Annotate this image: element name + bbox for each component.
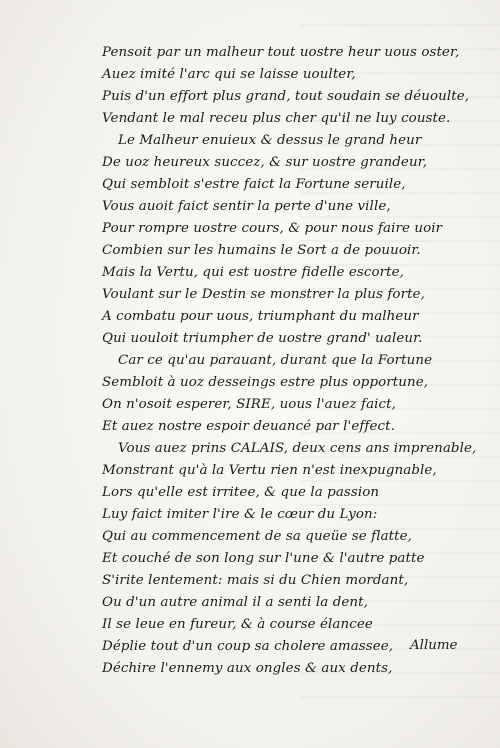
verse-line: Et couché de son long sur l'une & l'autre patte	[102, 551, 425, 566]
verse-line: Vous auez prins CALAIS, deux cens ans imprenable,	[118, 441, 477, 456]
verse-line: On n'osoit esperer, SIRE, uous l'auez faict,	[102, 397, 396, 412]
verse-line: Vendant le mal receu plus cher qu'il ne luy couste.	[102, 111, 451, 126]
verse-line: Luy faict imiter l'ire & le cœur du Lyon:	[102, 507, 378, 522]
verse-line: Qui uouloit triumpher de uostre grand' ualeur.	[102, 331, 423, 346]
verse-line: Sembloit à uoz desseings estre plus opportune,	[102, 375, 429, 390]
verse-line: Et auez nostre espoir deuancé par l'effect.	[102, 419, 395, 434]
verse-line: Voulant sur le Destin se monstrer la plus forte,	[102, 287, 425, 302]
verse-line: De uoz heureux succez, & sur uostre grandeur,	[102, 155, 428, 170]
verse-line: Lors qu'elle est irritee, & que la passion	[102, 485, 380, 500]
verse-line: Vous auoit faict sentir la perte d'une ville,	[102, 199, 391, 214]
verse-line: Déplie tout d'un coup sa cholere amassee,	[102, 639, 394, 654]
catchword: Allume	[410, 638, 458, 653]
verse-line: Il se leue en fureur, & à course élancee	[102, 617, 373, 632]
verse-line: Le Malheur enuieux & dessus le grand heur	[118, 133, 422, 148]
verse-line: Monstrant qu'à la Vertu rien n'est inexpugnable,	[102, 463, 437, 478]
verse-line: S'irite lentement: mais si du Chien mordant,	[102, 573, 409, 588]
verse-line: Puis d'un effort plus grand, tout soudain se déuoulte,	[102, 89, 470, 104]
verse-line: Pensoit par un malheur tout uostre heur uous oster,	[102, 45, 460, 60]
verse-line: Déchire l'ennemy aux ongles & aux dents,	[102, 661, 393, 676]
verse-line: Qui sembloit s'estre faict la Fortune seruile,	[102, 177, 406, 192]
verse-line: A combatu pour uous, triumphant du malheur	[102, 309, 419, 324]
verse-line: Qui au commencement de sa queüe se flatte,	[102, 529, 413, 544]
verse-line: Auez imité l'arc qui se laisse uoulter,	[102, 67, 356, 82]
verse-line: Combien sur les humains le Sort a de pouuoir.	[102, 243, 421, 258]
verse-line: Mais la Vertu, qui est uostre fidelle escorte,	[102, 265, 405, 280]
verse-line: Car ce qu'au parauant, durant que la Fortune	[118, 353, 433, 368]
verse-line: Pour rompre uostre cours, & pour nous faire uoir	[102, 221, 443, 236]
verse-line: Ou d'un autre animal il a senti la dent,	[102, 595, 368, 610]
